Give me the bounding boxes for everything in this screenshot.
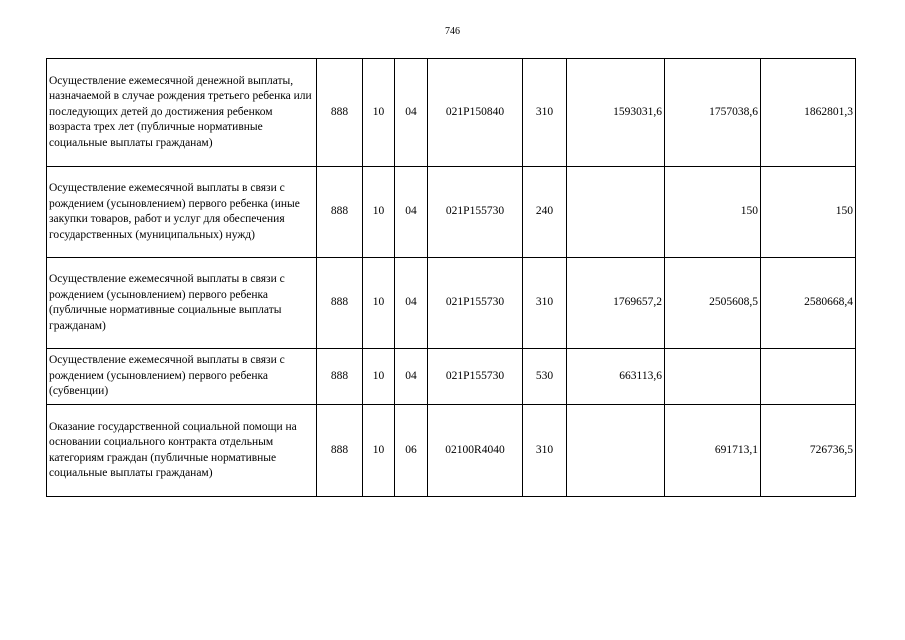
ministry-code: 888 [317,59,363,167]
expense-description: Осуществление ежемесячной выплаты в связи с рождением (усыновлением) первого ребенка (субвенции) [47,349,317,405]
table-row [47,59,856,167]
table-row [47,405,856,497]
target-article-code: 02100R4040 [428,405,523,497]
subsection-code: 04 [395,349,428,405]
target-article-code: 021P155730 [428,349,523,405]
amount-2: 1757038,6 [665,59,761,167]
ministry-code: 888 [317,405,363,497]
amount-1: 1593031,6 [567,59,665,167]
subsection-code: 04 [395,167,428,258]
amount-3 [761,349,856,405]
target-article-code: 021P150840 [428,59,523,167]
section-code: 10 [363,167,395,258]
expense-description: Оказание государственной социальной помощи на основании социального контракта отдельным категориям граждан (публичные нормативные социальные выплаты гражданам) [47,405,317,497]
amount-3: 1862801,3 [761,59,856,167]
section-code: 10 [363,349,395,405]
amount-1 [567,405,665,497]
expense-type-code: 310 [523,59,567,167]
amount-3: 2580668,4 [761,258,856,349]
expense-type-code: 530 [523,349,567,405]
ministry-code: 888 [317,167,363,258]
amount-2 [665,349,761,405]
subsection-code: 06 [395,405,428,497]
section-code: 10 [363,405,395,497]
table-row [47,258,856,349]
expense-type-code: 240 [523,167,567,258]
expense-description: Осуществление ежемесячной выплаты в связи с рождением (усыновлением) первого ребенка (иные закупки товаров, работ и услуг для обеспечения государственных (муниципальных) нужд) [47,167,317,258]
amount-3: 150 [761,167,856,258]
amount-2: 691713,1 [665,405,761,497]
section-code: 10 [363,59,395,167]
subsection-code: 04 [395,59,428,167]
amount-2: 150 [665,167,761,258]
budget-table [46,58,856,497]
expense-description: Осуществление ежемесячной выплаты в связи с рождением (усыновлением) первого ребенка (публичные нормативные социальные выплаты гражданам) [47,258,317,349]
amount-1: 663113,6 [567,349,665,405]
expense-type-code: 310 [523,258,567,349]
amount-1: 1769657,2 [567,258,665,349]
section-code: 10 [363,258,395,349]
subsection-code: 04 [395,258,428,349]
target-article-code: 021P155730 [428,167,523,258]
expense-type-code: 310 [523,405,567,497]
amount-2: 2505608,5 [665,258,761,349]
page-number: 746 [445,26,460,37]
ministry-code: 888 [317,349,363,405]
expense-description: Осуществление ежемесячной денежной выплаты, назначаемой в случае рождения третьего ребенка или последующих детей до достижения ребенком возраста трех лет (публичные нормативные социальные выплаты гражданам) [47,59,317,167]
amount-3: 726736,5 [761,405,856,497]
table-row [47,167,856,258]
target-article-code: 021P155730 [428,258,523,349]
ministry-code: 888 [317,258,363,349]
amount-1 [567,167,665,258]
table-row [47,349,856,405]
